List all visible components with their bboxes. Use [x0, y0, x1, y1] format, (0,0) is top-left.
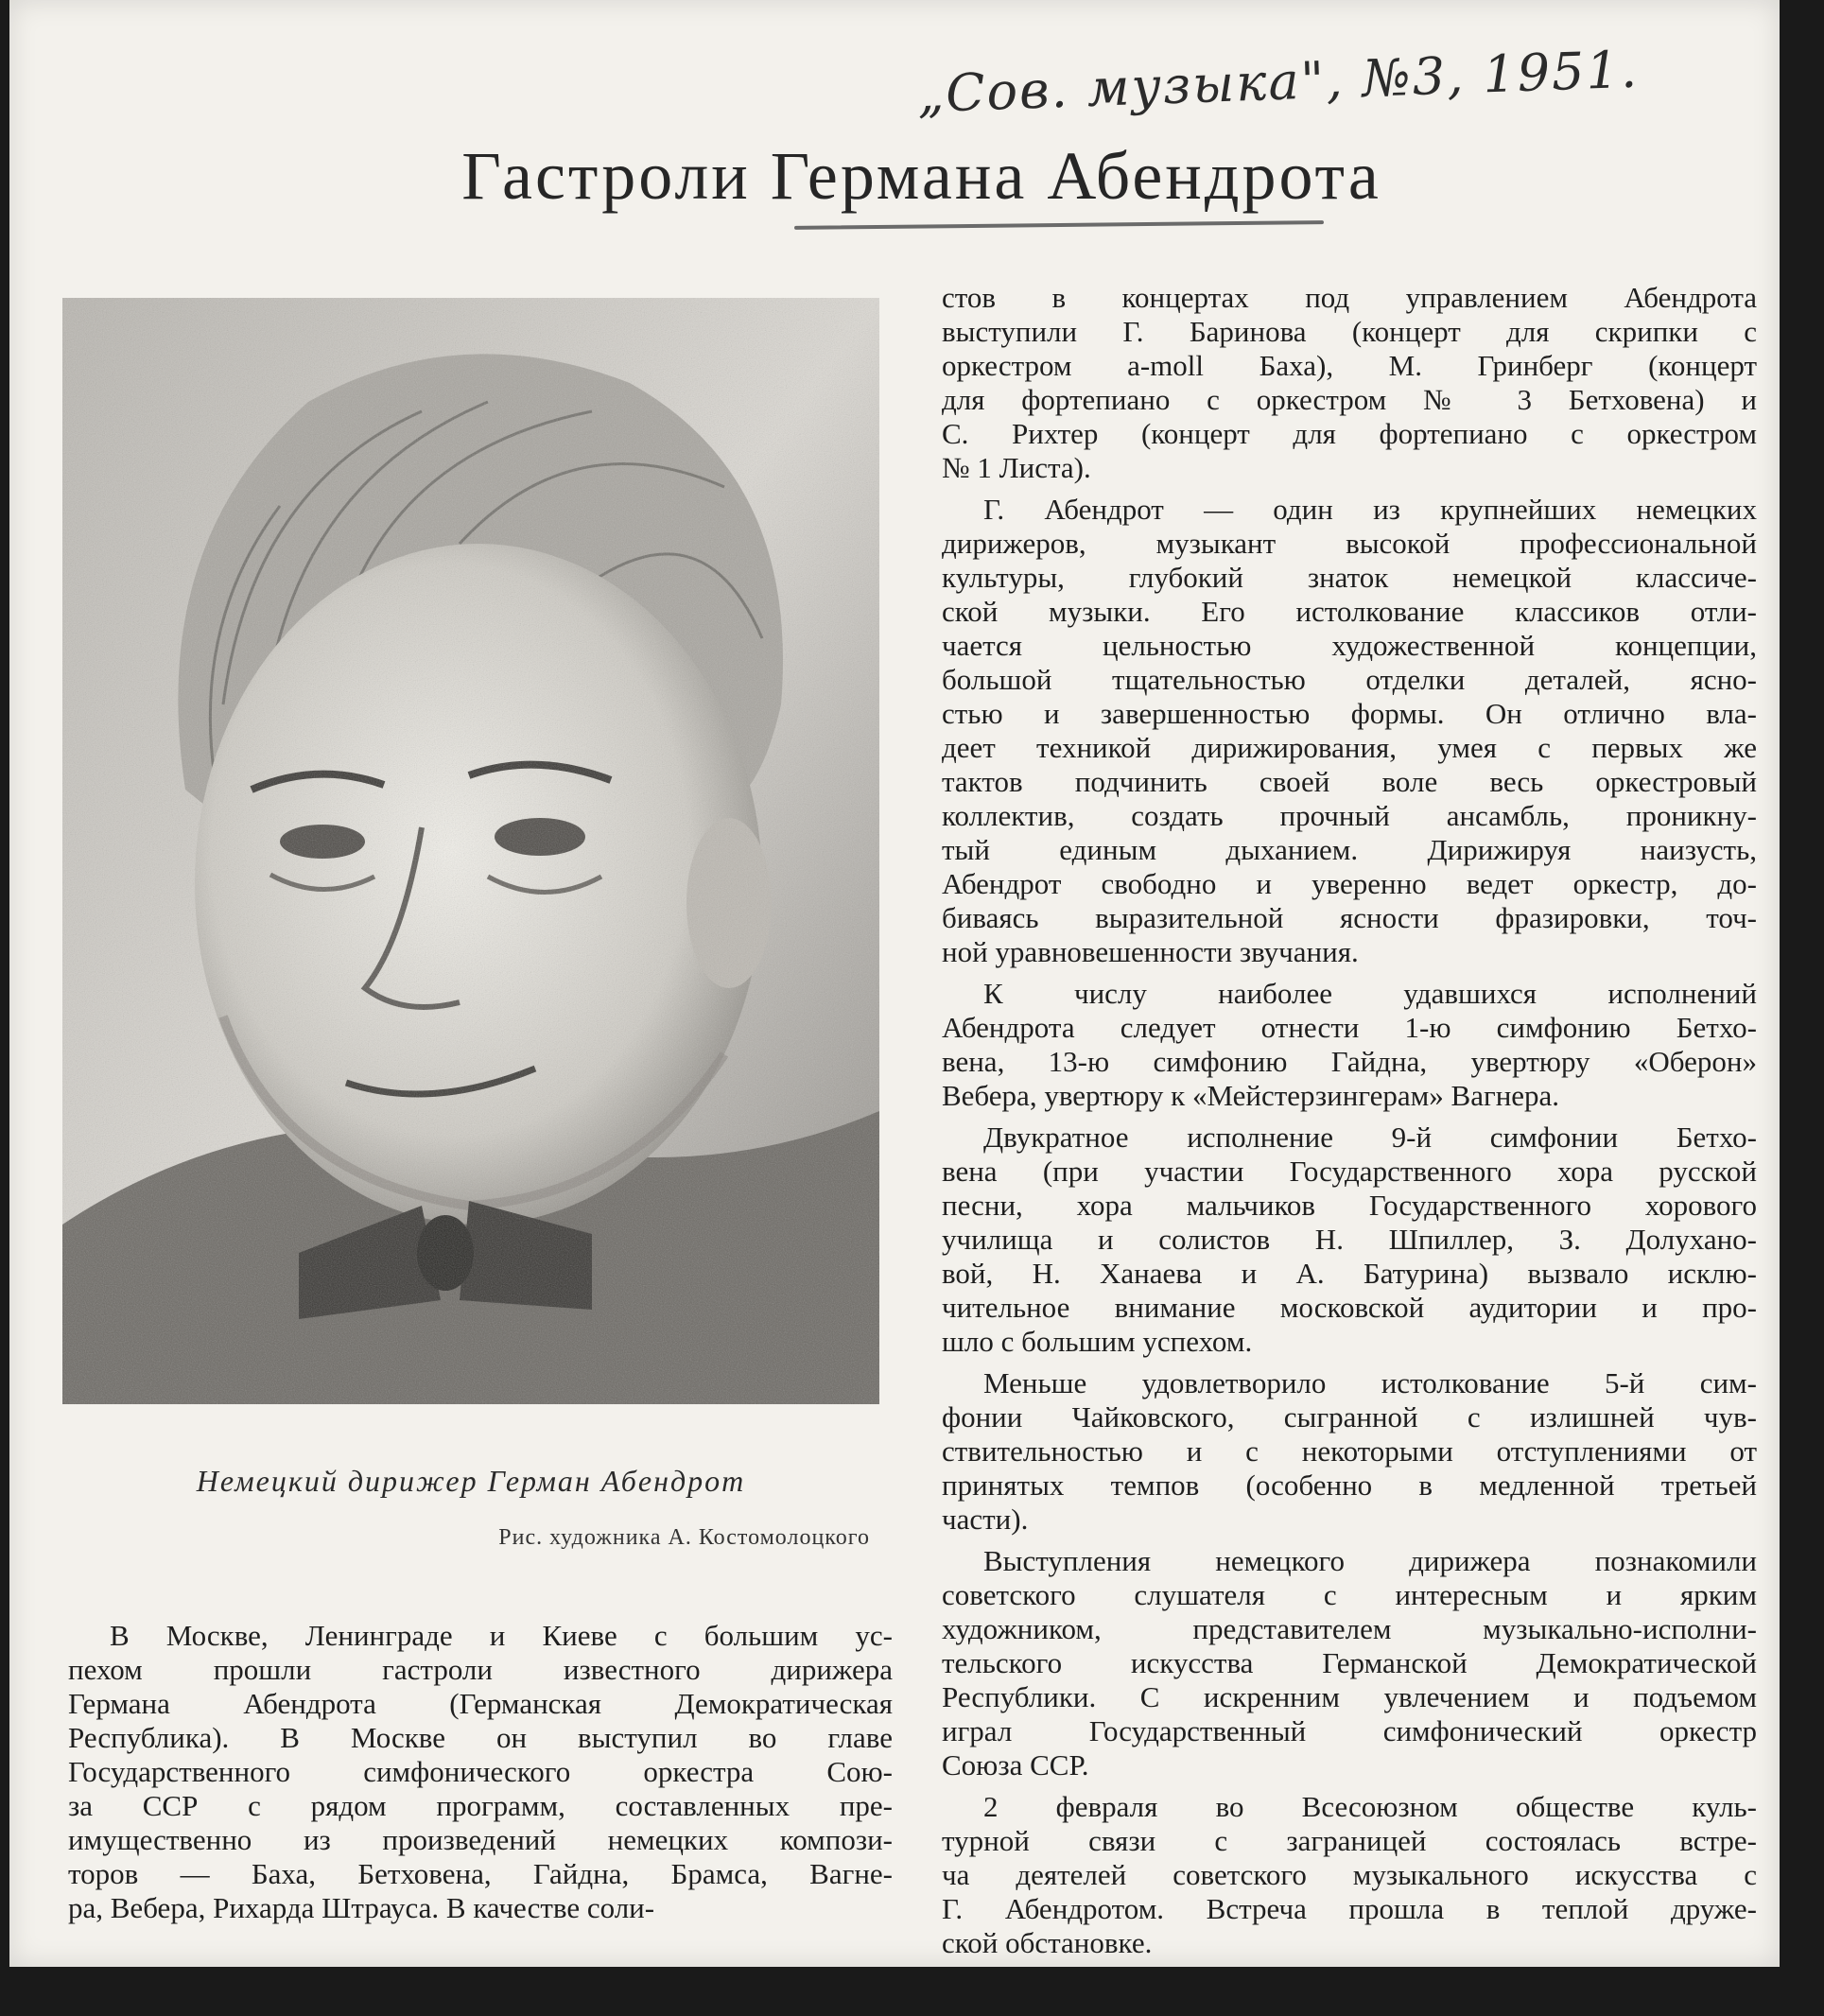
- paragraph: [942, 1790, 1757, 1960]
- text-line: турной связи с заграницей состоялась встре-: [942, 1824, 1757, 1857]
- text-line: ствительностью и с некоторыми отступлениями от: [942, 1434, 1757, 1468]
- text-line: дирижеров, музыкант высокой профессиональной: [942, 527, 1757, 560]
- text-line: вена (при участии Государственного хора русской: [942, 1155, 1757, 1188]
- text-line: части).: [942, 1503, 1029, 1536]
- text-line: Государственного симфонического оркестра Сою-: [68, 1755, 893, 1788]
- text-line: стов в концертах под управлением Абендрота: [942, 281, 1757, 314]
- paragraph: [942, 1121, 1757, 1359]
- text-line: оркестром a-moll Баха), М. Гринберг (концерт: [942, 349, 1757, 382]
- left-column-text: [68, 1619, 893, 1925]
- text-line: В Москве, Ленинграде и Киеве с большим ус-: [110, 1619, 893, 1652]
- article-title: Гастроли Германа Абендрота: [461, 138, 1381, 214]
- text-line: деет техникой дирижирования, умея с первых же: [942, 731, 1757, 764]
- text-line: шло с большим успехом.: [942, 1325, 1253, 1358]
- text-line: Союза ССР.: [942, 1748, 1089, 1781]
- text-line: Вебера, увертюру к «Мейстерзингерам» Вагнера.: [942, 1079, 1560, 1112]
- text-line: ной уравновешенности звучания.: [942, 935, 1359, 968]
- paragraph: [942, 493, 1757, 969]
- conductor-portrait-drawing: [62, 298, 879, 1404]
- text-line: принятых темпов (особенно в медленной третьей: [942, 1469, 1757, 1502]
- text-line: ча деятелей советского музыкального искусства с: [942, 1858, 1757, 1891]
- text-line: имущественно из произведений немецких компози-: [68, 1823, 893, 1856]
- text-line: ской обстановке.: [942, 1926, 1153, 1959]
- text-line: вой, Н. Ханаева и А. Батурина) вызвало исклю-: [942, 1257, 1757, 1290]
- paragraph: [942, 281, 1757, 485]
- text-line: художником, представителем музыкально-исполни-: [942, 1612, 1757, 1645]
- text-line: Германа Абендрота (Германская Демократическая: [68, 1687, 893, 1720]
- portrait-credit: Рис. художника А. Костомолоцкого: [498, 1525, 870, 1550]
- text-line: 2 февраля во Всесоюзном обществе куль-: [983, 1790, 1757, 1823]
- text-line: тактов подчинить своей воле весь оркестровый: [942, 765, 1757, 798]
- text-line: культуры, глубокий знаток немецкой классиче-: [942, 561, 1757, 594]
- paragraph: [942, 1544, 1757, 1782]
- text-line: песни, хора мальчиков Государственного хорового: [942, 1189, 1757, 1222]
- text-line: ской музыки. Его истолкование классиков отли-: [942, 595, 1757, 628]
- text-line: ра, Вебера, Рихарда Штрауса. В качестве соли-: [68, 1891, 655, 1924]
- text-line: для фортепиано с оркестром № 3 Бетховена) и: [942, 383, 1757, 416]
- text-line: играл Государственный симфонический оркестр: [942, 1714, 1757, 1747]
- text-line: С. Рихтер (концерт для фортепиано с оркестром: [942, 417, 1757, 450]
- text-line: Абендрота следует отнести 1-ю симфонию Бетхо-: [942, 1011, 1757, 1044]
- text-line: большой тщательностью отделки деталей, ясно-: [942, 663, 1757, 696]
- text-line: биваясь выразительной ясности фразировки, точ-: [942, 901, 1757, 934]
- text-line: Выступления немецкого дирижера познакомили: [983, 1544, 1757, 1577]
- handwritten-source-note: „Сов. музыка", №3, 1951.: [916, 39, 1640, 125]
- text-line: коллектив, создать прочный ансамбль, проникну-: [942, 799, 1757, 832]
- newspaper-clipping: [9, 0, 1780, 1967]
- text-line: чается цельностью художественной концепции,: [942, 629, 1757, 662]
- text-line: торов — Баха, Бетховена, Гайдна, Брамса, Вагне-: [68, 1857, 893, 1890]
- text-line: Республика). В Москве он выступил во главе: [68, 1721, 893, 1754]
- text-line: № 1 Листа).: [942, 451, 1091, 484]
- paragraph: [942, 977, 1757, 1113]
- text-line: тельского искусства Германской Демократической: [942, 1646, 1757, 1679]
- text-line: тый единым дыханием. Дирижируя наизусть,: [942, 833, 1757, 866]
- text-line: советского слушателя с интересным и ярким: [942, 1578, 1757, 1611]
- text-line: фонии Чайковского, сыгранной с излишней чув-: [942, 1400, 1757, 1434]
- text-line: стью и завершенностью формы. Он отлично вла-: [942, 697, 1757, 730]
- text-line: Абендрот свободно и уверенно ведет оркестр, до-: [942, 867, 1757, 900]
- text-line: Республики. С искренним увлечением и подъемом: [942, 1680, 1757, 1713]
- text-line: пехом прошли гастроли известного дирижера: [68, 1653, 893, 1686]
- text-line: Г. Абендрот — один из крупнейших немецких: [983, 493, 1757, 526]
- text-line: Двукратное исполнение 9-й симфонии Бетхо-: [983, 1121, 1757, 1154]
- paragraph: [942, 1366, 1757, 1537]
- text-line: чительное внимание московской аудитории и про-: [942, 1291, 1757, 1324]
- text-line: выступили Г. Баринова (концерт для скрипки с: [942, 315, 1757, 348]
- text-line: училища и солистов Н. Шпиллер, З. Долухано-: [942, 1223, 1757, 1256]
- text-line: за ССР с рядом программ, составленных пре-: [68, 1789, 893, 1822]
- title-underline: [794, 220, 1324, 230]
- portrait-caption: Немецкий дирижер Герман Абендрот: [196, 1464, 746, 1498]
- right-column-text: [942, 281, 1757, 1960]
- text-line: Меньше удовлетворило истолкование 5-й сим-: [983, 1366, 1757, 1399]
- text-line: Г. Абендротом. Встреча прошла в теплой друже-: [942, 1892, 1757, 1925]
- text-line: К числу наиболее удавшихся исполнений: [983, 977, 1757, 1010]
- text-line: вена, 13-ю симфонию Гайдна, увертюру «Оберон»: [942, 1045, 1757, 1078]
